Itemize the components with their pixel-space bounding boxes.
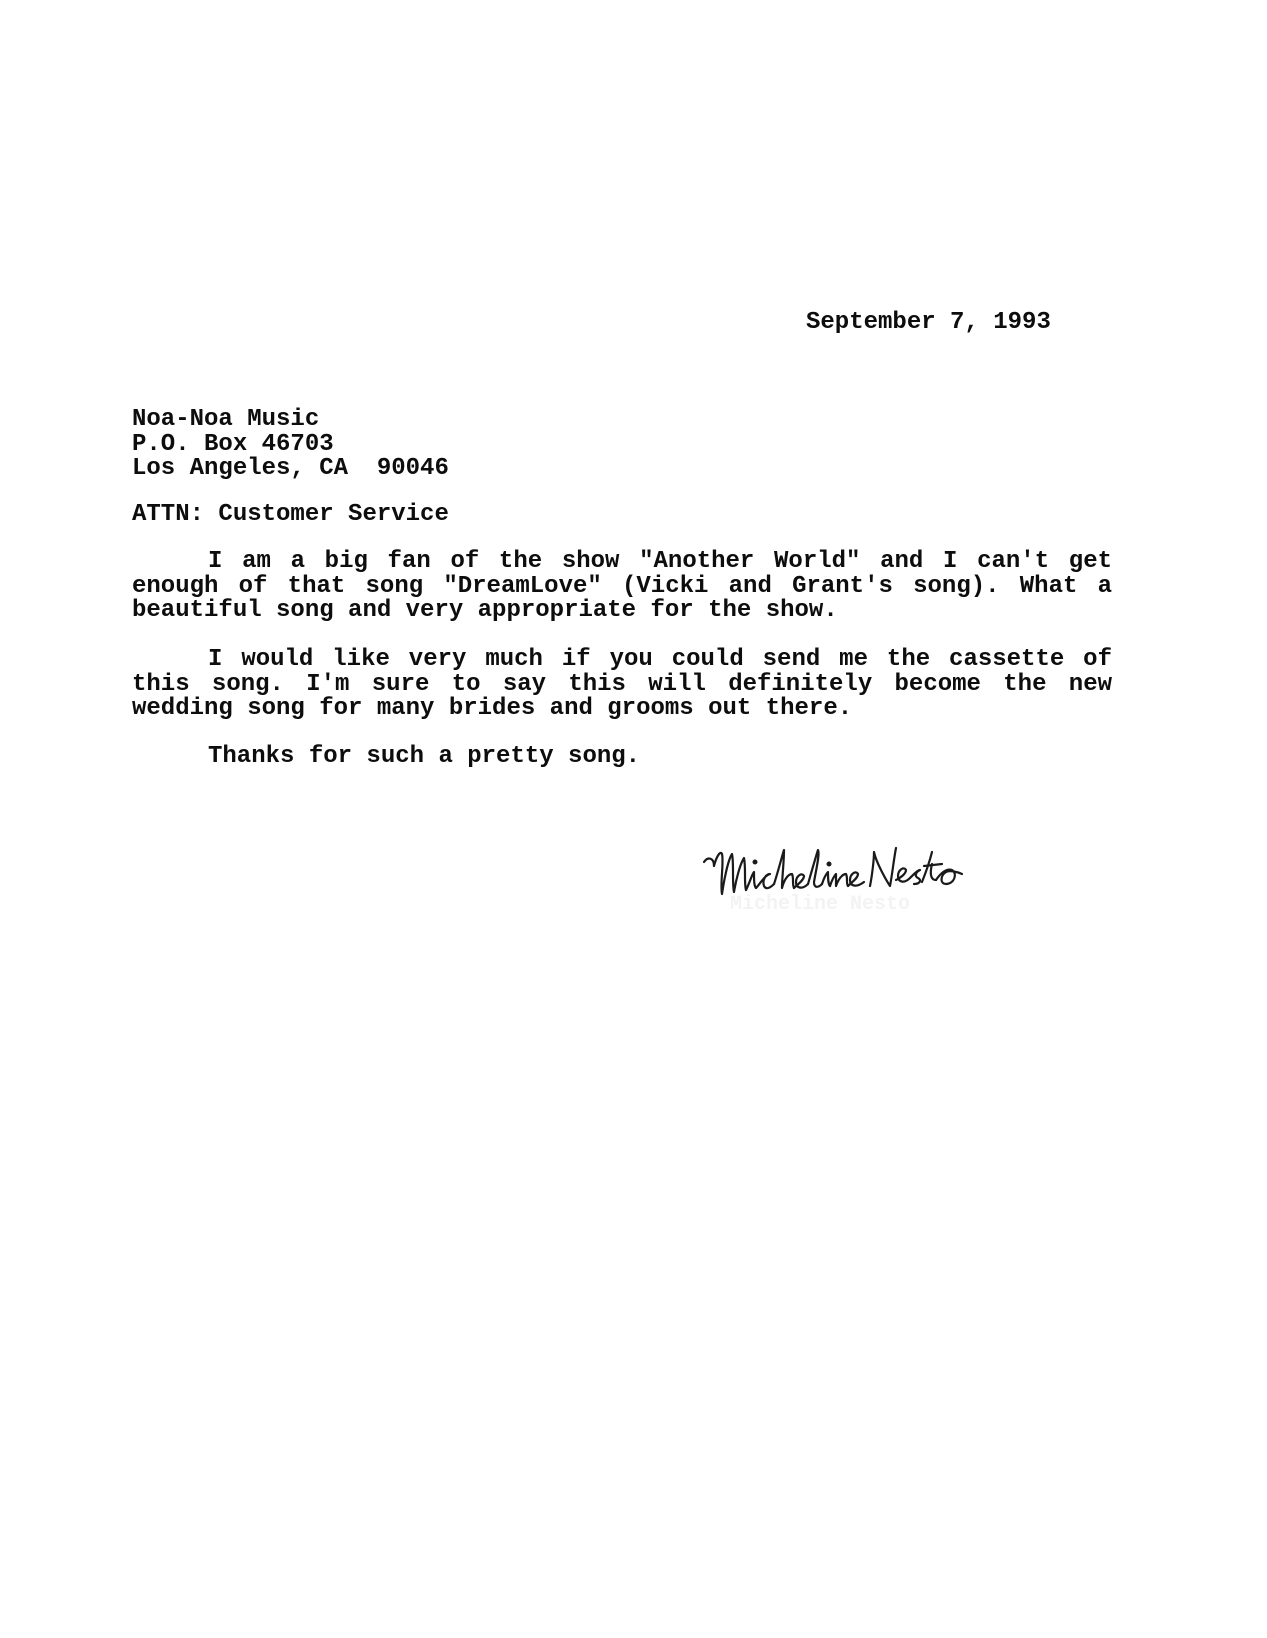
paragraph-3 <box>132 745 1112 770</box>
paragraph-line: I would like very much if you could send me the cassette of <box>208 646 1112 673</box>
letter-date: September 7, 1993 <box>806 309 1051 336</box>
paragraph-1 <box>132 550 1112 624</box>
recipient-address <box>132 408 449 482</box>
recipient-city: Los Angeles, CA 90046 <box>132 455 449 482</box>
paragraph-2 <box>132 648 1112 722</box>
paragraph-line: wedding song for many brides and grooms out there. <box>132 695 853 722</box>
paragraph-line: enough of that song "DreamLove" (Vicki and Grant's song). What a <box>132 572 1112 600</box>
recipient-po-box: P.O. Box 46703 <box>132 430 334 458</box>
recipient-name: Noa-Noa Music <box>132 406 320 433</box>
paragraph-line: beautiful song and very appropriate for the show. <box>132 597 838 624</box>
faint-typed-name: Micheline Nesto <box>730 893 911 916</box>
attention-line: ATTN: Customer Service <box>132 501 449 528</box>
paragraph-line: Thanks for such a pretty song. <box>208 743 641 770</box>
paragraph-line: I am a big fan of the show "Another World" and I can't get <box>208 548 1112 575</box>
paragraph-line: this song. I'm sure to say this will definitely become the new <box>132 670 1112 698</box>
